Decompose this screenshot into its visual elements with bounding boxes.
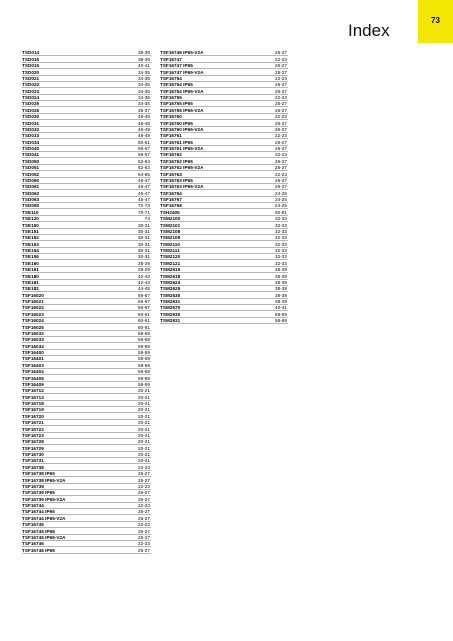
page-range: 38-39 (275, 273, 287, 279)
page-range: 22-23 (138, 503, 150, 508)
index-column-right (160, 50, 288, 324)
product-code: TSD026 (22, 107, 40, 113)
page-range: 34-35 (138, 101, 150, 107)
page-range: 22-23 (275, 114, 287, 120)
page-range: 26-27 (275, 158, 287, 164)
page-range: 32-33 (275, 228, 287, 234)
product-code: TSF16755 IP65-V2A (160, 107, 204, 113)
product-code: TSM2111 (160, 248, 180, 253)
page-range: 58-59 (138, 343, 150, 349)
product-code: TSF16747 IP65 (160, 63, 193, 69)
page-range: 50-51 (138, 139, 150, 145)
page-range: 66-67 (138, 292, 150, 298)
product-code: TSF16719 (22, 407, 44, 413)
product-code: TSD060 (22, 177, 40, 183)
page-range: 66-67 (138, 305, 150, 311)
page-range: 28-29 (138, 267, 150, 273)
page-range: 42-43 (138, 273, 150, 279)
page-range: 56-57 (138, 146, 150, 151)
product-code: TSF16763 IP65-V2A (160, 184, 204, 190)
page-range: 60-61 (138, 324, 150, 330)
page-range: 26-27 (275, 184, 287, 190)
product-code: TSM2670 (160, 305, 181, 311)
product-code: TSF16767 (160, 197, 182, 202)
product-code: TSM2624 (160, 279, 181, 285)
index-row (160, 318, 288, 324)
page-range: 58-59 (138, 350, 150, 355)
product-code: TSF16739 (22, 483, 44, 489)
page-range: 26-27 (275, 177, 287, 183)
product-code: TSF16754 (160, 75, 182, 81)
page-range: 22-23 (138, 483, 150, 489)
product-code: TSF16728 (22, 439, 44, 445)
page-range: 22-23 (275, 75, 287, 81)
index-column-left (22, 50, 151, 554)
page-range: 68-69 (275, 318, 287, 324)
product-code: TSF16731 (22, 458, 44, 464)
page-range: 58-59 (138, 369, 150, 375)
product-code: TSF16409 (22, 381, 44, 387)
page-range: 26-27 (275, 63, 287, 69)
product-code: TSF16401 (22, 356, 44, 362)
page-range: 74 (144, 216, 150, 222)
product-code: TSF16764 (160, 190, 182, 196)
product-code: TSM2615 (160, 267, 181, 273)
product-code: TSF16762 IP65 (160, 158, 193, 164)
product-code: TSM2631 (160, 299, 181, 304)
page-range: 46-47 (138, 190, 150, 196)
product-code: TSF16020 (22, 292, 44, 298)
page-range: 30-31 (138, 235, 150, 241)
page-range: 40-41 (138, 63, 150, 69)
page-range: 34-35 (138, 82, 150, 88)
index-row (22, 547, 151, 553)
page-range: 32-33 (275, 222, 287, 228)
product-code: TSD033 (22, 133, 40, 139)
product-code: TSF16754 IP65-V2A (160, 88, 204, 94)
product-code: TSD052 (22, 171, 40, 177)
page-range: 26-27 (138, 477, 150, 483)
page-range: 38-39 (275, 292, 287, 298)
page-range: 60-61 (138, 318, 150, 324)
page-range: 22-23 (138, 541, 150, 547)
page-range: 26-27 (275, 120, 287, 126)
product-code: TSD062 (22, 190, 40, 196)
product-code: TSF16760 (160, 114, 182, 120)
product-code: TSF16718 (22, 401, 44, 406)
product-code: TSD050 (22, 158, 40, 164)
product-code: TSD015 (22, 56, 40, 62)
product-code: TSF16032 (22, 330, 44, 336)
product-code: TSE160 (22, 260, 39, 266)
product-code: TSM2101 (160, 222, 181, 228)
product-code: TSF16400 (22, 350, 44, 355)
page-range: 46-47 (138, 177, 150, 183)
product-code: TSF16755 IP65 (160, 101, 193, 107)
page-range: 38-39 (138, 56, 150, 62)
product-code: TSE154 (22, 248, 39, 253)
product-code: TSF16763 IP65 (160, 177, 193, 183)
product-code: TSF16721 (22, 420, 44, 426)
page-range: 30-31 (138, 228, 150, 234)
page-range: 28-29 (138, 260, 150, 266)
page-range: 26-27 (275, 88, 287, 94)
page-range: 26-27 (138, 534, 150, 540)
page-range: 20-21 (138, 388, 150, 394)
product-code: TSF16738 IP65 (22, 471, 55, 477)
product-code: TSM2110 (160, 241, 181, 247)
page-range: 26-27 (275, 165, 287, 171)
product-code: TSD025 (22, 101, 40, 107)
page-range: 40-41 (275, 305, 287, 311)
product-code: TSF16762 IP65-V2A (160, 165, 204, 171)
page-range: 24-25 (275, 197, 287, 202)
product-code: TSF16404 (22, 369, 44, 375)
product-code: TSF16738 IP65-V2A (22, 477, 66, 483)
page-range: 30-31 (138, 241, 150, 247)
product-code: TSM2121 (160, 260, 181, 266)
page-range: 38-39 (275, 279, 287, 285)
page-range: 32-33 (275, 260, 287, 266)
page-range: 22-23 (138, 522, 150, 528)
product-code: TSE182 (22, 286, 39, 292)
product-code: TSF16747 IP65-V2A (160, 69, 204, 75)
page-range: 22-23 (275, 171, 287, 177)
product-code: TSM2630 (160, 292, 181, 298)
page-range: 58-59 (138, 362, 150, 368)
page-range: 58-59 (138, 337, 150, 343)
page-range: 38-39 (275, 299, 287, 304)
product-code: TSF16739 IP65 (22, 490, 55, 496)
product-code: TSF16712 (22, 388, 44, 394)
product-code: TSM2618 (160, 273, 181, 279)
page-range: 26-27 (275, 101, 287, 107)
product-code: TSD030 (22, 114, 40, 120)
product-code: TSE152 (22, 235, 39, 241)
page-range: 66-67 (138, 299, 150, 304)
product-code: TSD041 (22, 152, 40, 158)
product-code: TSF16730 (22, 452, 44, 457)
page-range: 20-21 (138, 413, 150, 419)
product-code: TSF16762 (160, 152, 182, 158)
page-range: 20-21 (138, 439, 150, 445)
page-range: 38-39 (138, 50, 150, 56)
product-code: TSE181 (22, 279, 39, 285)
page-range: 26-27 (138, 490, 150, 496)
page-range: 26-27 (138, 509, 150, 515)
page-title: Index (348, 21, 390, 40)
product-code: TSM2930 (160, 311, 181, 317)
page-range: 48-49 (138, 133, 150, 139)
page-range: 20-21 (138, 394, 150, 400)
page-range: 48-49 (138, 120, 150, 126)
page-range: 24-25 (275, 203, 287, 209)
product-code: TSF16747 (160, 56, 182, 62)
page-range: 56-57 (138, 152, 150, 158)
product-code: TSD023 (22, 88, 40, 94)
product-code: TSF16768 (160, 203, 182, 209)
page-range: 58-59 (138, 381, 150, 387)
product-code: TSF16739 IP65-V2A (22, 496, 66, 502)
page-range: 60-61 (275, 209, 287, 215)
page-range: 20-21 (138, 445, 150, 451)
page-range: 22-23 (138, 464, 150, 470)
product-code: TSE161 (22, 267, 39, 273)
page-range: 22-23 (275, 152, 287, 158)
product-code: TSF16755 (160, 95, 182, 100)
product-code: TSF16760 IP65-V2A (160, 126, 204, 132)
page-range: 26-27 (275, 50, 287, 56)
product-code: TSD020 (22, 69, 40, 75)
product-code: TSF16744 IP65 (22, 509, 55, 515)
page-range: 58-59 (138, 375, 150, 381)
product-code: TSF16025 (22, 324, 44, 330)
product-code: TSD032 (22, 126, 40, 132)
product-code: TSF16034 (22, 343, 44, 349)
product-code: TSM2108 (160, 228, 181, 234)
page-range: 64-65 (138, 171, 150, 177)
page-range: 34-35 (138, 75, 150, 81)
page-range: 26-27 (138, 528, 150, 534)
product-code: TSF16761 (160, 133, 182, 139)
page-range: 38-39 (275, 267, 287, 273)
product-code: TSE120 (22, 216, 39, 222)
product-code: TSF16024 (22, 318, 44, 324)
product-code: TSF16406 (22, 375, 44, 381)
product-code: TSE155 (22, 254, 39, 260)
page-range: 26-27 (138, 547, 150, 553)
product-code: TSF16763 (160, 171, 182, 177)
product-code: TSD034 (22, 139, 40, 145)
page-range: 26-27 (275, 69, 287, 75)
page-range: 26-27 (275, 107, 287, 113)
page-range: 22-23 (275, 56, 287, 62)
product-code: TSF16754 IP65 (160, 82, 193, 88)
page-range: 38-39 (275, 286, 287, 292)
page-range: 60-61 (138, 311, 150, 317)
product-code: TSE151 (22, 228, 39, 234)
product-code: TSF16729 (22, 445, 44, 451)
page-range: 22-23 (275, 95, 287, 100)
page-range: 26-27 (138, 515, 150, 521)
product-code: TSF16744 (22, 503, 44, 508)
product-code: TSF16761 IP65-V2A (160, 146, 204, 151)
product-code: TSF16722 (22, 426, 44, 432)
product-code: TSF16746 (22, 541, 44, 547)
product-code: TSF16021 (22, 299, 44, 304)
page-range: 46-47 (138, 184, 150, 190)
product-code: TSF16745 IP65 (22, 528, 55, 534)
product-code: TSE180 (22, 273, 39, 279)
page-range: 20-21 (138, 458, 150, 464)
product-code: TSE110 (22, 209, 39, 215)
product-code: TSD031 (22, 120, 40, 126)
product-code: TSD016 (22, 63, 40, 69)
product-code: TSM2120 (160, 254, 181, 260)
page-range: 26-27 (138, 471, 150, 477)
page-range: 36-37 (138, 107, 150, 113)
page-range: 32-33 (275, 248, 287, 253)
product-code: TSM2109 (160, 235, 181, 241)
product-code: TSF16745 (22, 522, 44, 528)
product-code: TSD061 (22, 184, 40, 190)
page-range: 46-47 (138, 197, 150, 202)
page-range: 30-31 (138, 248, 150, 253)
page-range: 26-27 (275, 146, 287, 151)
product-code: TSM2625 (160, 286, 181, 292)
page-range: 26-27 (275, 126, 287, 132)
page-range: 48-49 (138, 114, 150, 120)
product-code: TSF16760 IP65 (160, 120, 193, 126)
page-range: 22-23 (275, 133, 287, 139)
page-range: 20-21 (138, 432, 150, 438)
page-range: 24-25 (275, 190, 287, 196)
page-range: 58-59 (138, 330, 150, 336)
product-code: TSF16022 (22, 305, 44, 311)
page-range: 42-43 (138, 279, 150, 285)
page-range: 32-33 (275, 235, 287, 241)
page-range: 62-63 (138, 158, 150, 164)
page-range: 62-63 (138, 165, 150, 171)
page-range: 72-73 (138, 203, 150, 209)
page-number-tab (418, 0, 453, 43)
product-code: TSF16745 IP65-V2A (22, 534, 66, 540)
page-range: 20-21 (138, 420, 150, 426)
product-code: TSF16746 IP65 (22, 547, 55, 553)
page-range: 30-31 (138, 222, 150, 228)
page-range: 58-59 (138, 356, 150, 362)
product-code: TSF16033 (22, 337, 44, 343)
page-range: 20-21 (138, 401, 150, 406)
product-code: TSE150 (22, 222, 39, 228)
page-range: 34-35 (138, 69, 150, 75)
page-range: 30-31 (138, 254, 150, 260)
page-range: 20-21 (138, 407, 150, 413)
page-range: 20-21 (138, 426, 150, 432)
product-code: TSD040 (22, 146, 40, 151)
product-code: TSD021 (22, 75, 40, 81)
product-code: TSD022 (22, 82, 40, 88)
page-range: 44-45 (138, 286, 150, 292)
product-code: TSF16723 (22, 432, 44, 438)
product-code: TSF16403 (22, 362, 44, 368)
page-range: 26-27 (275, 139, 287, 145)
product-code: TSD063 (22, 197, 40, 202)
page-range: 26-27 (275, 82, 287, 88)
page-range: 48-49 (138, 126, 150, 132)
page-range: 26-27 (138, 496, 150, 502)
product-code: TSF16761 IP65 (160, 139, 193, 145)
product-code: TSD024 (22, 95, 40, 100)
product-code: TSF16720 (22, 413, 44, 419)
product-code: TSM2931 (160, 318, 181, 324)
product-code: TSF16713 (22, 394, 44, 400)
product-code: TSF16744 IP65-V2A (22, 515, 66, 521)
product-code: TSD090 (22, 203, 40, 209)
product-code: TSM2100 (160, 216, 181, 222)
page-range: 32-33 (275, 216, 287, 222)
page-range: 70-71 (138, 209, 150, 215)
product-code: TSF16746 IP65-V2A (160, 50, 204, 56)
product-code: TSF16738 (22, 464, 44, 470)
product-code: TSH2405 (160, 209, 180, 215)
page-range: 20-21 (138, 452, 150, 457)
page-range: 34-35 (138, 88, 150, 94)
product-code: TSD014 (22, 50, 40, 56)
page-range: 34-35 (138, 95, 150, 100)
product-code: TSE153 (22, 241, 39, 247)
page-range: 68-69 (275, 311, 287, 317)
page-range: 32-33 (275, 254, 287, 260)
product-code: TSD051 (22, 165, 40, 171)
product-code: TSF16023 (22, 311, 44, 317)
page-number: 73 (431, 16, 440, 25)
page-range: 32-33 (275, 241, 287, 247)
